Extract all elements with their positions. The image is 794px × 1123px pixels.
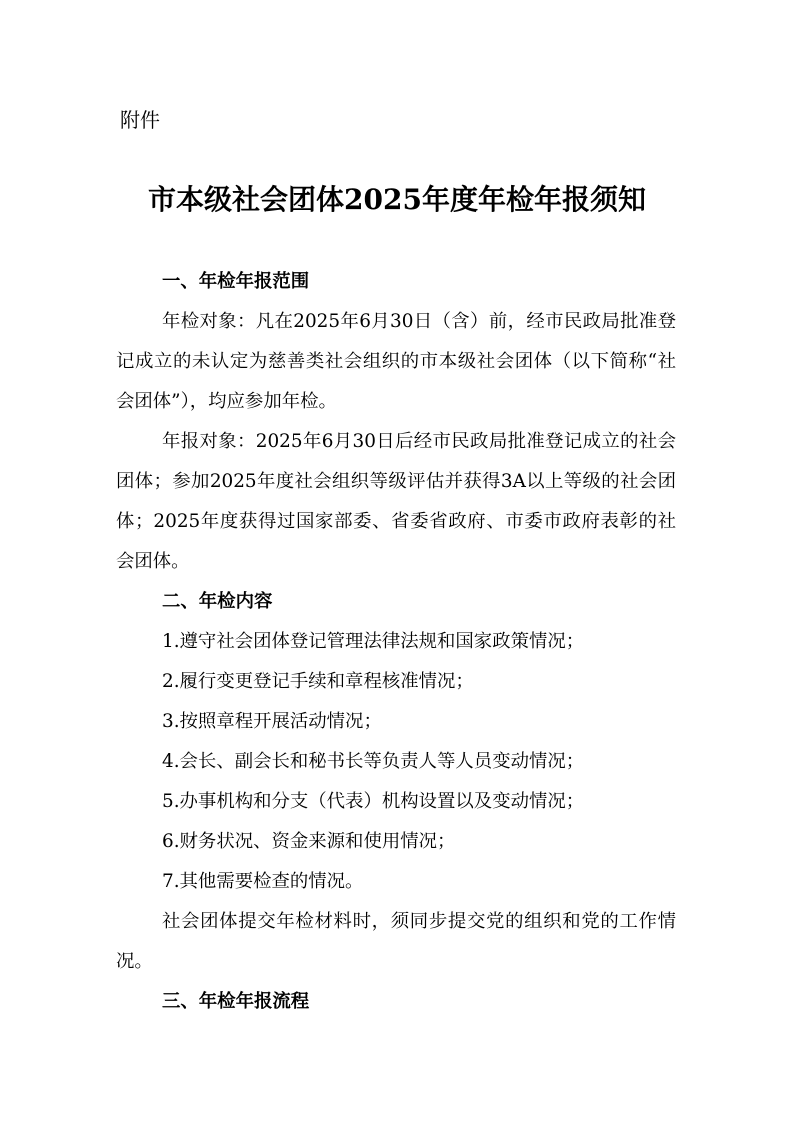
- list-item: 1.遵守社会团体登记管理法律法规和国家政策情况；: [162, 631, 585, 652]
- list-item: 3.按照章程开展活动情况；: [162, 711, 382, 732]
- section-heading-content: 二、年检内容: [162, 591, 273, 612]
- section-heading-process: 三、年检年报流程: [162, 991, 310, 1012]
- list-item: 2.履行变更登记手续和章程核准情况；: [162, 671, 474, 692]
- paragraph-report-targets: 年报对象：2025年6月30日后经市民政局批准登记成立的社会团体；参加2025年度社会组织等级评估并获得3A以上等级的社会团体；2025年度获得过国家部委、省委省政府、市委市政府表彰的社会团体。: [116, 431, 676, 572]
- document-title: 市本级社会团体2025年度年检年报须知: [148, 183, 646, 216]
- list-item: 6.财务状况、资金来源和使用情况；: [162, 831, 456, 852]
- paragraph-inspection-targets: 年检对象：凡在2025年6月30日（含）前，经市民政局批准登记成立的未认定为慈善类社会组织的市本级社会团体（以下简称“社会团体”），均应参加年检。: [116, 311, 676, 412]
- attachment-label: 附件: [120, 108, 160, 132]
- list-item: 4.会长、副会长和秘书长等负责人等人员变动情况；: [162, 751, 585, 772]
- list-item: 5.办事机构和分支（代表）机构设置以及变动情况；: [162, 791, 585, 812]
- list-item: 7.其他需要检查的情况。: [162, 871, 364, 892]
- section-heading-scope: 一、年检年报范围: [162, 271, 310, 292]
- document-body: [116, 262, 676, 1022]
- paragraph-party-work: 社会团体提交年检材料时，须同步提交党的组织和党的工作情况。: [116, 911, 676, 972]
